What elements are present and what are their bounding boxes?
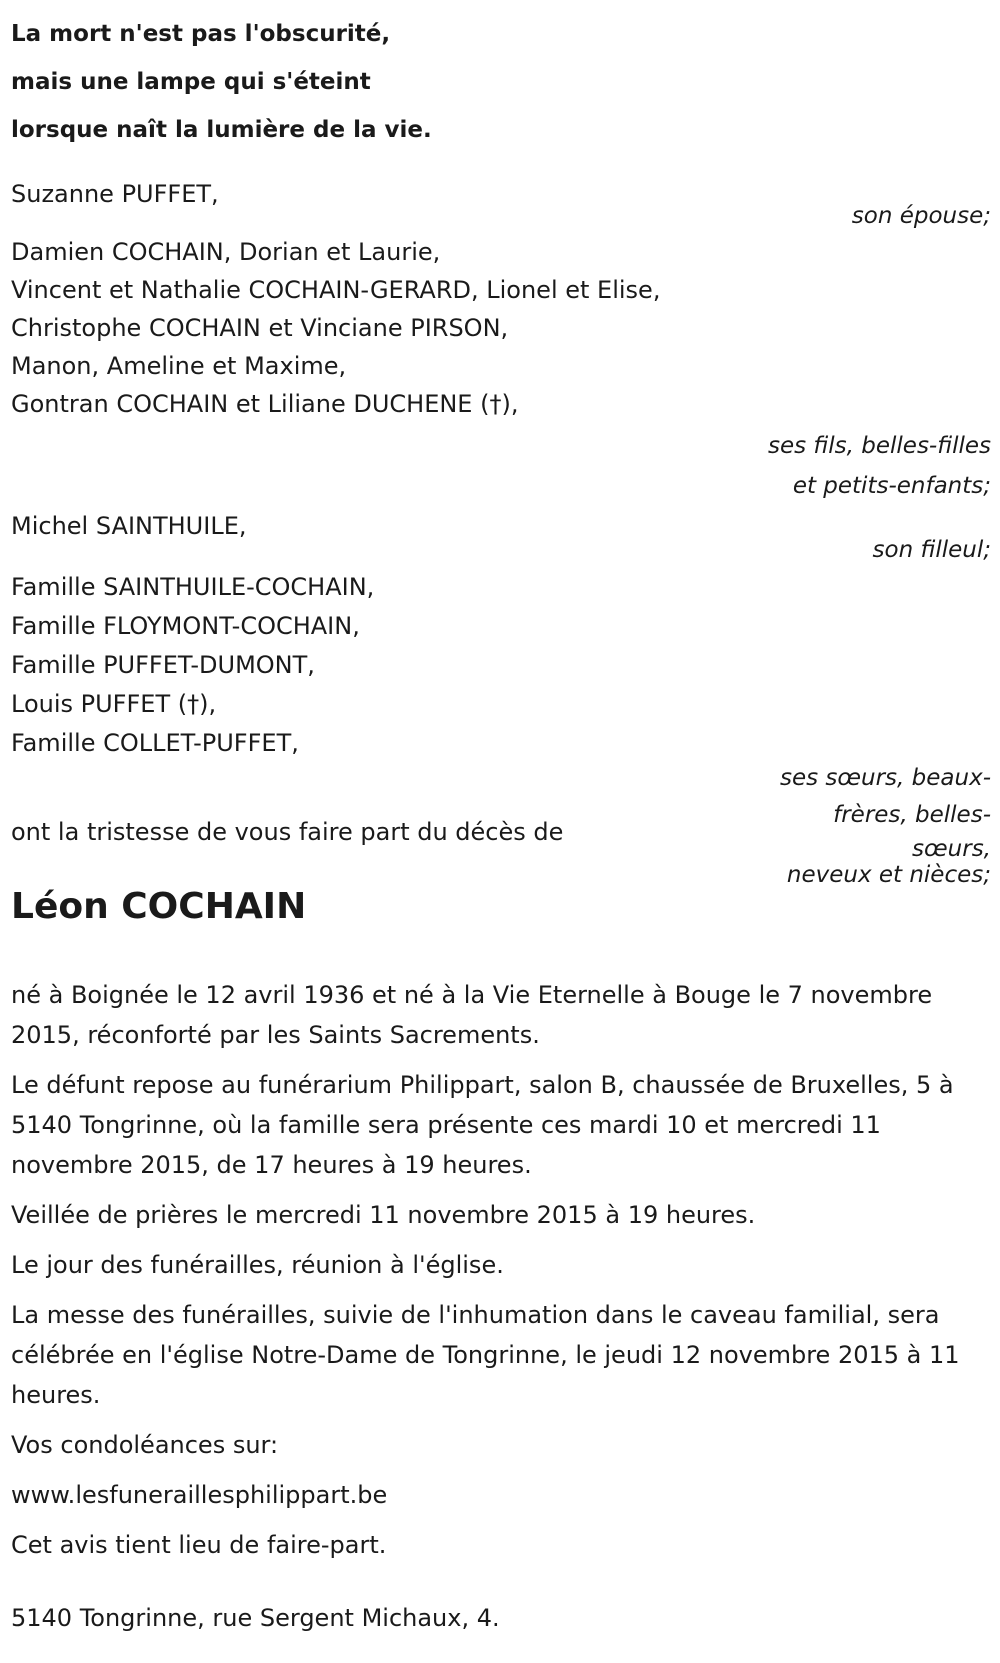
- detail-paragraph: Le jour des funérailles, réunion à l'église.: [11, 1251, 504, 1279]
- poem-line: mais une lampe qui s'éteint: [11, 69, 371, 95]
- spouse-names: [11, 174, 219, 214]
- spouse-relation: [852, 196, 991, 236]
- relation-line: sœurs,: [912, 836, 991, 862]
- family-names: [11, 568, 374, 763]
- name-line: Michel SAINTHUILE,: [11, 512, 247, 540]
- detail-paragraph: La messe des funérailles, suivie de l'inhumation dans le caveau familial, sera célébrée en l'église Notre-Dame de Tongrinne, le jeudi 12 novembre 2015 à 11 heures.: [11, 1301, 960, 1409]
- opening-poem: [11, 10, 432, 154]
- detail-paragraph: Vos condoléances sur:: [11, 1431, 279, 1459]
- name-line: Famille SAINTHUILE-COCHAIN,: [11, 573, 375, 601]
- detail-paragraph: Le défunt repose au funérarium Philippart, salon B, chaussée de Bruxelles, 5 à 5140 Tongrinne, où la famille sera présente ces mardi 10 et mercredi 11 novembre 2015, de 17 heures à 19 heures.: [11, 1071, 954, 1179]
- relation-line: son filleul;: [872, 537, 991, 563]
- name-line: Louis PUFFET (†),: [11, 690, 217, 718]
- children-names: [11, 233, 660, 423]
- obituary-notice: [11, 0, 991, 1663]
- detail-paragraph: né à Boignée le 12 avril 1936 et né à la Vie Eternelle à Bouge le 7 novembre 2015, réconforté par les Saints Sacrements.: [11, 981, 933, 1049]
- children-relation: [768, 426, 991, 506]
- godson-names: [11, 506, 247, 546]
- name-line: Famille FLOYMONT-COCHAIN,: [11, 612, 360, 640]
- relation-line: et petits-enfants;: [792, 473, 991, 499]
- condolences-url: www.lesfuneraillesphilippart.be: [11, 1481, 388, 1509]
- relation-line: ses sœurs, beaux-: [779, 765, 991, 791]
- name-line: Christophe COCHAIN et Vinciane PIRSON,: [11, 314, 509, 342]
- name-line: Famille COLLET-PUFFET,: [11, 729, 299, 757]
- detail-paragraph: Cet avis tient lieu de faire-part.: [11, 1531, 387, 1559]
- relation-line: frères, belles-: [833, 802, 991, 828]
- address: 5140 Tongrinne, rue Sergent Michaux, 4.: [11, 1604, 500, 1632]
- details-section: [11, 975, 991, 1575]
- name-line: Damien COCHAIN, Dorian et Laurie,: [11, 238, 441, 266]
- relation-line: son épouse;: [851, 203, 991, 229]
- detail-paragraph: Veillée de prières le mercredi 11 novembre 2015 à 19 heures.: [11, 1201, 756, 1229]
- relation-line: neveux et nièces;: [786, 862, 991, 888]
- name-line: Manon, Ameline et Maxime,: [11, 352, 347, 380]
- name-line: Gontran COCHAIN et Liliane DUCHENE (†),: [11, 390, 519, 418]
- poem-line: lorsque naît la lumière de la vie.: [11, 117, 432, 143]
- name-line: Suzanne PUFFET,: [11, 180, 219, 208]
- name-line: Vincent et Nathalie COCHAIN-GERARD, Lionel et Elise,: [11, 276, 661, 304]
- deceased-name: Léon COCHAIN: [11, 886, 307, 927]
- relation-line: ses fils, belles-filles: [767, 433, 991, 459]
- name-line: Famille PUFFET-DUMONT,: [11, 651, 315, 679]
- godson-relation: [873, 530, 991, 570]
- announcement-text: ont la tristesse de vous faire part du décès de: [11, 818, 564, 846]
- poem-line: La mort n'est pas l'obscurité,: [11, 21, 391, 47]
- family-relation: [780, 760, 991, 886]
